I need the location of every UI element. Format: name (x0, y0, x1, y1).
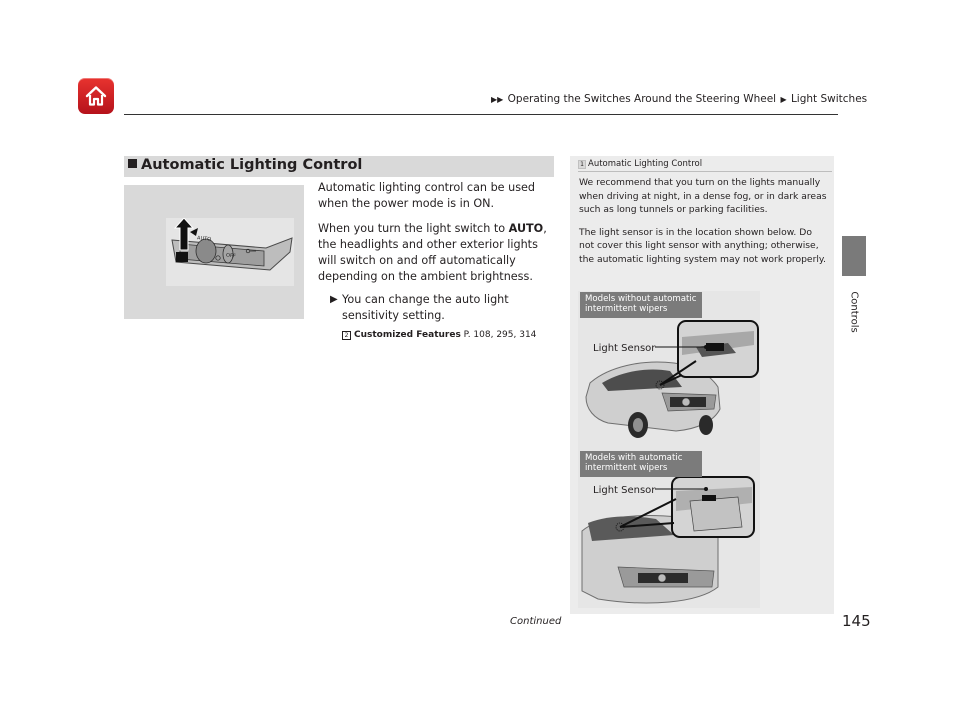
section-square-icon (128, 159, 137, 168)
header-rule (124, 114, 838, 115)
main-text (318, 180, 554, 343)
variant-tag-without-auto-wipers: Models without automatic intermittent wipers (580, 292, 702, 318)
sensitivity-note: ▶ You can change the auto light sensitivity setting. (330, 293, 509, 322)
car-sensor-drawing (578, 291, 760, 608)
breadcrumb (490, 93, 867, 105)
continued-label: Continued (510, 616, 562, 627)
sidebar-rule (578, 171, 832, 172)
home-button[interactable] (78, 78, 114, 114)
chapter-tab[interactable] (842, 236, 866, 276)
sidebar-sensor-warning: The light sensor is in the location shown below. Do not cover this light sensor with anything; otherwise, the automatic lighting system may not work properly. (579, 226, 826, 265)
cross-reference-link[interactable]: 2 Customized Features P. 108, 295, 314 (342, 327, 554, 343)
paragraph-power-mode: Automatic lighting control can be used when the power mode is in ON. (318, 181, 536, 210)
breadcrumb-arrow-icon: ▶▶ (491, 95, 504, 104)
sidebar-text (579, 176, 827, 276)
sidebar-recommendation: We recommend that you turn on the lights manually when driving at night, in a dense fog, or in dark areas such as long tunnels or parking facilities. (579, 177, 827, 216)
section-title: Automatic Lighting Control (128, 157, 362, 173)
stalk-label-auto: AUTO (196, 235, 212, 243)
light-sensor-label-bottom: Light Sensor (593, 485, 656, 496)
page-number: 145 (842, 612, 871, 630)
light-sensor-label-top: Light Sensor (593, 343, 656, 354)
reference-arrow-icon: 2 (342, 331, 351, 340)
note-arrow-icon: ▶ (330, 294, 338, 305)
sidebar-number-badge: 1 (578, 160, 586, 169)
variant-tag-with-auto-wipers: Models with automatic intermittent wipers (580, 451, 702, 477)
paragraph-auto-switch: When you turn the light switch to AUTO, the headlights and other exterior lights will switch on and off automatically depending on the ambient brightness. (318, 222, 547, 283)
home-icon (84, 84, 108, 108)
breadcrumb-arrow-icon: ▶ (780, 95, 787, 104)
breadcrumb-item-operating-switches[interactable]: Operating the Switches Around the Steering Wheel (507, 93, 777, 105)
sidebar-heading: 1 Automatic Lighting Control (578, 159, 702, 169)
stalk-label-off: OFF (225, 252, 236, 260)
breadcrumb-item-light-switches[interactable]: Light Switches (790, 93, 868, 105)
chapter-tab-label: Controls (848, 291, 860, 333)
